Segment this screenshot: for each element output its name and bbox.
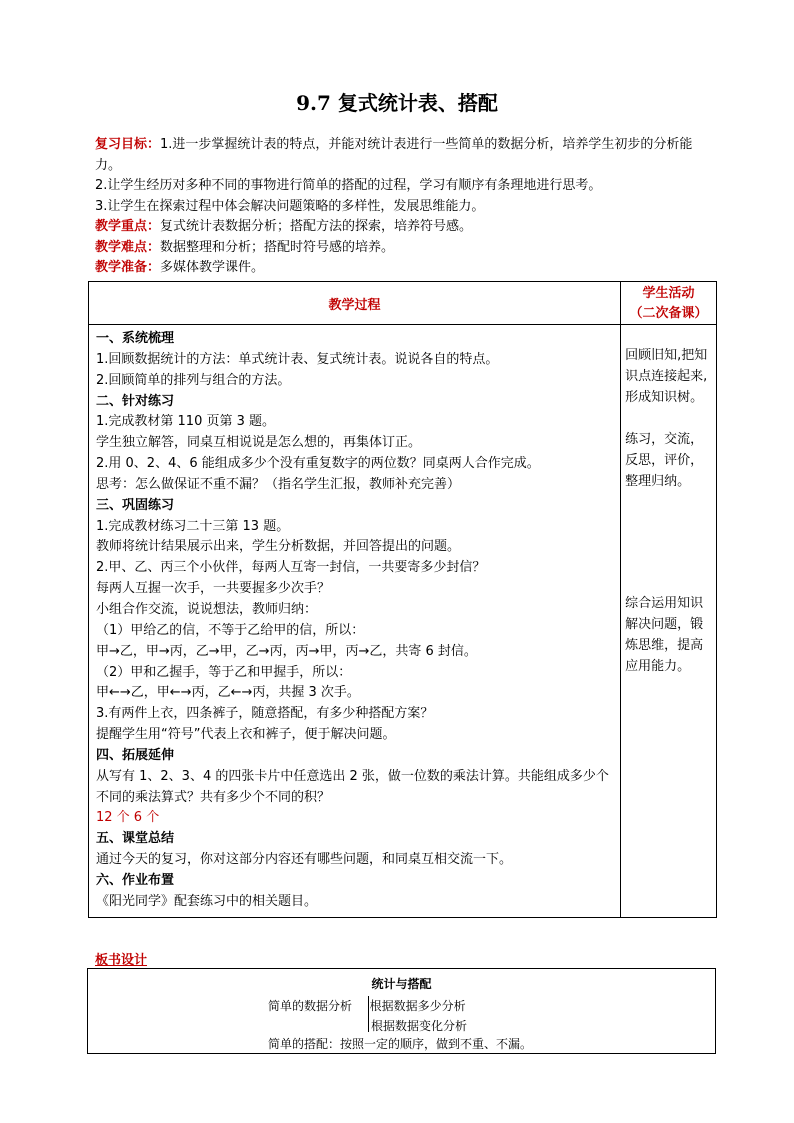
section-heading: 一、系统梳理: [96, 331, 175, 346]
process-line: 学生独立解答，同桌互相说说是怎么想的，再集体订正。: [96, 435, 422, 451]
page-title: 9.7 复式统计表、搭配: [296, 91, 498, 115]
goal-1: 1.进一步掌握统计表的特点，并能对统计表进行一些简单的数据分析，培养学生初步的分析能力。: [95, 137, 693, 173]
lesson-intro: [95, 135, 715, 279]
activity-note-3: 综合运用知识解决问题，锻炼思维，提高应用能力。: [625, 596, 704, 674]
simple-matching-text: 简单的搭配：按照一定的顺序，做到不重、不漏。: [268, 1037, 533, 1051]
focus-line: [95, 217, 715, 238]
process-line: 小组合作交流，说说想法，教师归纳：: [96, 601, 318, 617]
process-line: 1.完成教材练习二十三第 13 题。: [96, 518, 290, 534]
board-design: [87, 968, 716, 1054]
section-heading: 三、巩固练习: [96, 497, 175, 513]
difficulty-line: [95, 238, 715, 259]
activity-header: [621, 282, 717, 325]
board-title: 统计与搭配: [371, 977, 432, 991]
board-row-analysis: [268, 997, 466, 1014]
prep-label: 教学准备：: [95, 260, 161, 275]
process-line: 通过今天的复习，你对这部分内容还有哪些问题，和同桌互相交流一下。: [96, 852, 513, 868]
by-change-label: 根据数据变化分析: [371, 1019, 468, 1033]
process-line: 2.用 0、2、4、6 能组成多少个没有重复数字的两位数？同桌两人合作完成。: [96, 456, 540, 472]
process-line: 甲←→乙，甲←→丙，乙←→丙，共握 3 次手。: [96, 685, 360, 701]
process-line: 3.有两件上衣，四条裤子，随意搭配，有多少种搭配方案？: [96, 706, 434, 722]
process-line: 2.甲、乙、丙三个小伙伴，每两人互寄一封信，一共要寄多少封信？: [96, 560, 486, 576]
difficulty-label: 教学难点：: [95, 239, 161, 255]
process-line: 2.回顾简单的排列与组合的方法。: [96, 372, 291, 388]
goal-line: [95, 135, 715, 176]
process-line: 教师将统计结果展示出来，学生分析数据，并回答提出的问题。: [96, 539, 461, 555]
section-heading: 二、针对练习: [96, 393, 175, 409]
section-heading: 五、课堂总结: [96, 831, 175, 847]
board-design-label: 板书设计: [95, 953, 148, 968]
process-line: 思考：怎么做保证不重不漏？（指名学生汇报，教师补充完善）: [96, 476, 461, 492]
process-line: 《阳光同学》配套练习中的相关题目。: [96, 893, 318, 909]
process-list: [96, 329, 614, 913]
activity-header-line1: 学生活动: [642, 286, 695, 301]
activity-header-line2: （二次备课）: [629, 306, 708, 321]
process-line: 从写有 1、2、3、4 的四张卡片中任意选出 2 张，做一位数的乘法计算。共能组成多少个不同的乘法算式？共有多少个不同的积？: [96, 768, 609, 805]
process-line: 甲→乙，甲→丙，乙→甲，乙→丙，丙→甲，丙→乙，共寄 6 封信。: [96, 643, 477, 659]
focus-label: 教学重点：: [95, 219, 161, 234]
brace-line: [368, 996, 369, 1032]
teaching-table: [88, 281, 717, 918]
process-line: （2）甲和乙握手，等于乙和甲握手，所以：: [96, 664, 352, 680]
process-line: 1.回顾数据统计的方法：单式统计表、复式统计表。说说各自的特点。: [96, 351, 499, 367]
activity-note-1: 回顾旧知,把知识点连接起来,形成知识树。: [625, 348, 708, 405]
by-amount-label: 根据数据多少分析: [369, 999, 466, 1013]
process-line: 12 个 6 个: [96, 810, 160, 826]
section-heading: 四、拓展延伸: [96, 747, 175, 763]
process-line: 提醒学生用“符号”代表上衣和裤子，便于解决问题。: [96, 727, 396, 743]
process-cell: [89, 325, 621, 918]
prep-text: 多媒体教学课件。: [160, 260, 265, 275]
goal-3: 3.让学生在探索过程中体会解决问题策略的多样性，发展思维能力。: [95, 198, 485, 214]
process-line: （1）甲给乙的信，不等于乙给甲的信，所以：: [96, 622, 365, 638]
activity-note-2: 练习，交流，反思，评价，整理归纳。: [625, 432, 704, 489]
prep-line: [95, 258, 715, 279]
section-heading: 六、作业布置: [96, 872, 175, 888]
simple-analysis-label: 简单的数据分析: [268, 999, 353, 1013]
activity-cell: [621, 325, 717, 918]
goal-label: 复习目标：: [95, 137, 161, 152]
focus-text: 复式统计表数据分析；搭配方法的探索，培养符号感。: [160, 219, 473, 234]
difficulty-text: 数据整理和分析；搭配时符号感的培养。: [160, 239, 395, 255]
process-line: 1.完成教材第 110 页第 3 题。: [96, 414, 276, 430]
process-header: 教学过程: [89, 282, 621, 325]
process-line: 每两人互握一次手，一共要握多少次手？: [96, 581, 331, 597]
goal-2: 2.让学生经历对多种不同的事物进行简单的搭配的过程，学习有顺序有条理地进行思考。: [95, 178, 602, 193]
